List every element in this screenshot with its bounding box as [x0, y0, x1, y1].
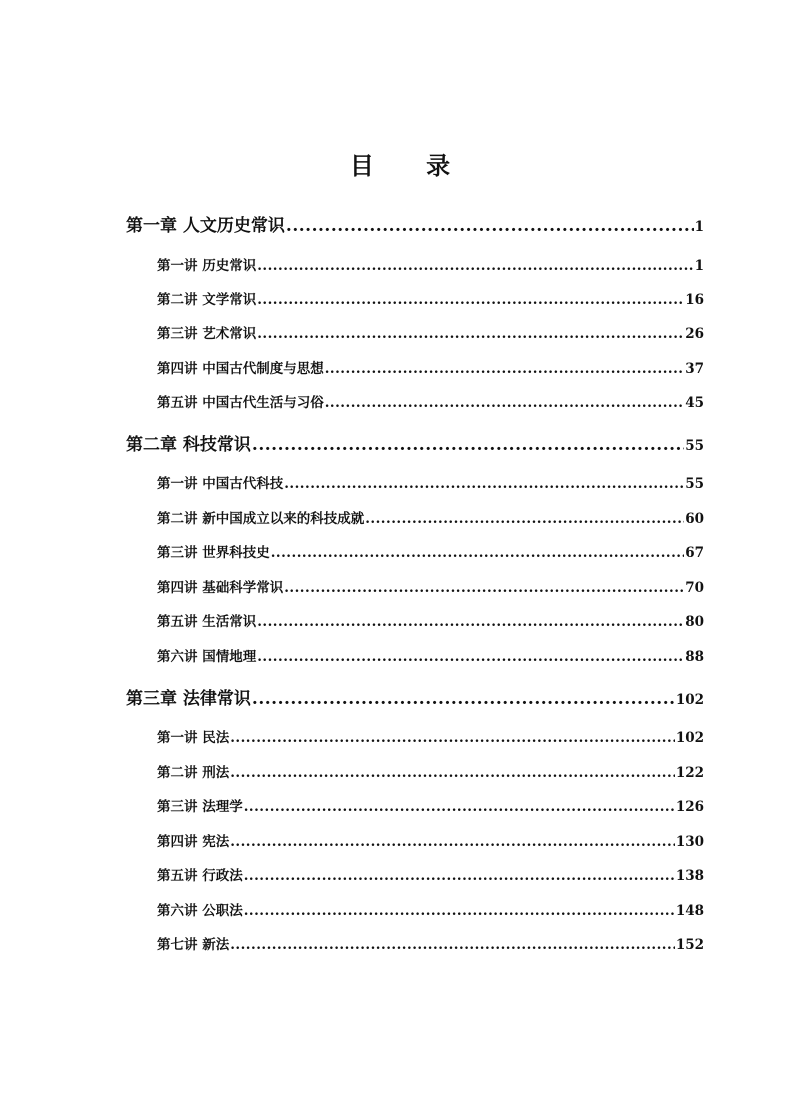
toc-page-number: 1 — [694, 258, 704, 274]
toc-page-number: 126 — [675, 799, 704, 815]
dot-leader — [325, 395, 685, 411]
toc-lecture[interactable] — [157, 254, 704, 274]
toc-label: 第二讲 文学常识 — [157, 292, 257, 308]
toc-chapter-2[interactable] — [126, 430, 704, 455]
toc-lecture[interactable] — [157, 899, 704, 919]
toc-label: 第三讲 艺术常识 — [157, 326, 257, 342]
toc-label: 第一讲 民法 — [157, 730, 230, 746]
toc-page-number: 138 — [675, 868, 704, 884]
toc-page-number: 152 — [675, 937, 704, 953]
toc-lecture[interactable] — [157, 864, 704, 884]
toc-lecture[interactable] — [157, 357, 704, 377]
dot-leader — [325, 361, 685, 377]
toc-page-number: 102 — [675, 692, 704, 708]
dot-leader — [286, 216, 694, 236]
toc-lecture[interactable] — [157, 288, 704, 308]
toc-page-number: 55 — [685, 476, 704, 492]
toc-page-number: 16 — [685, 292, 704, 308]
dot-leader — [284, 476, 684, 492]
toc-lecture[interactable] — [157, 472, 704, 492]
toc-label: 第一讲 历史常识 — [157, 258, 257, 274]
toc-lecture[interactable] — [157, 391, 704, 411]
toc-page-number: 26 — [685, 326, 704, 342]
toc-chapter-3[interactable] — [126, 684, 704, 709]
toc-label: 第四讲 中国古代制度与思想 — [157, 361, 324, 377]
toc-label: 第七讲 新法 — [157, 937, 230, 953]
toc-page-number: 130 — [675, 834, 704, 850]
toc-page-number: 122 — [675, 765, 704, 781]
toc-label: 第一章 人文历史常识 — [126, 216, 285, 236]
toc-page-number: 60 — [685, 511, 704, 527]
toc-chapter-1[interactable] — [126, 211, 704, 236]
toc-lecture[interactable] — [157, 726, 704, 746]
toc-page-number: 80 — [685, 614, 704, 630]
toc-page-number: 45 — [685, 395, 704, 411]
dot-leader — [230, 765, 675, 781]
toc-page-number: 148 — [675, 903, 704, 919]
toc-label: 第四讲 基础科学常识 — [157, 580, 284, 596]
toc-lecture[interactable] — [157, 322, 704, 342]
toc-lecture[interactable] — [157, 507, 704, 527]
dot-leader — [257, 614, 684, 630]
toc-label: 第二讲 刑法 — [157, 765, 230, 781]
dot-leader — [244, 799, 675, 815]
dot-leader — [244, 903, 675, 919]
page-title: 目 录 — [349, 152, 473, 180]
toc-page-number: 102 — [675, 730, 704, 746]
toc-lecture[interactable] — [157, 610, 704, 630]
toc-label: 第三讲 法理学 — [157, 799, 243, 815]
toc-label: 第二讲 新中国成立以来的科技成就 — [157, 511, 365, 527]
toc-page-number: 70 — [685, 580, 704, 596]
dot-leader — [244, 868, 675, 884]
dot-leader — [230, 937, 675, 953]
dot-leader — [230, 834, 675, 850]
dot-leader — [252, 689, 675, 709]
toc-label: 第六讲 国情地理 — [157, 649, 257, 665]
toc-label: 第四讲 宪法 — [157, 834, 230, 850]
toc-label: 第三章 法律常识 — [126, 689, 251, 709]
toc-label: 第六讲 公职法 — [157, 903, 243, 919]
toc-label: 第五讲 生活常识 — [157, 614, 257, 630]
dot-leader — [365, 511, 684, 527]
dot-leader — [257, 326, 684, 342]
toc-page-number: 1 — [694, 219, 704, 235]
toc-label: 第五讲 中国古代生活与习俗 — [157, 395, 324, 411]
toc-lecture[interactable] — [157, 830, 704, 850]
toc-page-number: 88 — [685, 649, 704, 665]
dot-leader — [230, 730, 675, 746]
toc-label: 第五讲 行政法 — [157, 868, 243, 884]
dot-leader — [252, 435, 684, 455]
dot-leader — [257, 258, 693, 274]
toc-page-number: 55 — [685, 438, 704, 454]
toc-page-number: 37 — [685, 361, 704, 377]
toc-page-number: 67 — [685, 545, 704, 561]
toc-lecture[interactable] — [157, 645, 704, 665]
dot-leader — [271, 545, 685, 561]
toc-label: 第一讲 中国古代科技 — [157, 476, 284, 492]
toc-label: 第二章 科技常识 — [126, 435, 251, 455]
dot-leader — [257, 292, 684, 308]
toc-lecture[interactable] — [157, 795, 704, 815]
toc-lecture[interactable] — [157, 933, 704, 953]
toc-label: 第三讲 世界科技史 — [157, 545, 270, 561]
toc-lecture[interactable] — [157, 576, 704, 596]
dot-leader — [284, 580, 684, 596]
dot-leader — [257, 649, 684, 665]
toc-lecture[interactable] — [157, 761, 704, 781]
toc-lecture[interactable] — [157, 541, 704, 561]
